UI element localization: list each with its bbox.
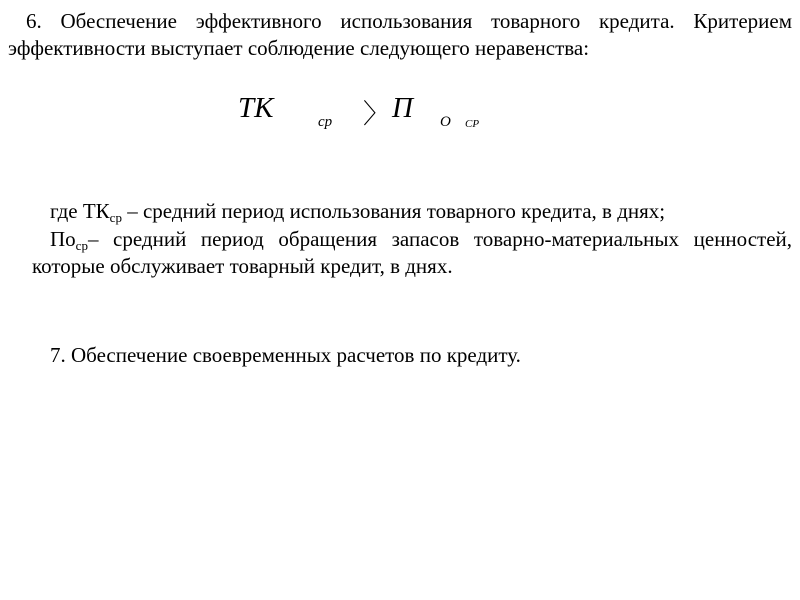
paragraph-criterion: 6. Обеспечение эффективного использования товарного кредита. Критерием эффективности выступает соблюдение следующего неравенства: — [8, 9, 792, 60]
definition-lead: По — [50, 227, 76, 251]
definition-subscript: ср — [75, 238, 88, 253]
where-lead: где ТК — [50, 199, 110, 223]
formula-greater-sign: 〉 — [363, 99, 390, 129]
paragraph-item-7: 7. Обеспечение своевременных расчетов по кредиту. — [50, 343, 521, 367]
formula-rhs-subscript-small: СР — [465, 118, 480, 130]
inequality-formula — [0, 88, 800, 138]
formula-lhs: ТК — [238, 92, 274, 124]
formula-lhs-subscript: ср — [318, 114, 333, 130]
formula-rhs-subscript: О — [440, 114, 451, 130]
definition-text: – средний период обращения запасов товарно-материальных ценностей, которые обслуживает товарный кредит, в днях. — [32, 227, 792, 278]
paragraph-where-tk — [50, 198, 770, 225]
where-text: – средний период использования товарного кредита, в днях; — [121, 199, 666, 223]
formula-rhs: П — [392, 92, 413, 124]
where-subscript: ср — [109, 210, 122, 225]
paragraph-definition-po — [32, 226, 792, 280]
